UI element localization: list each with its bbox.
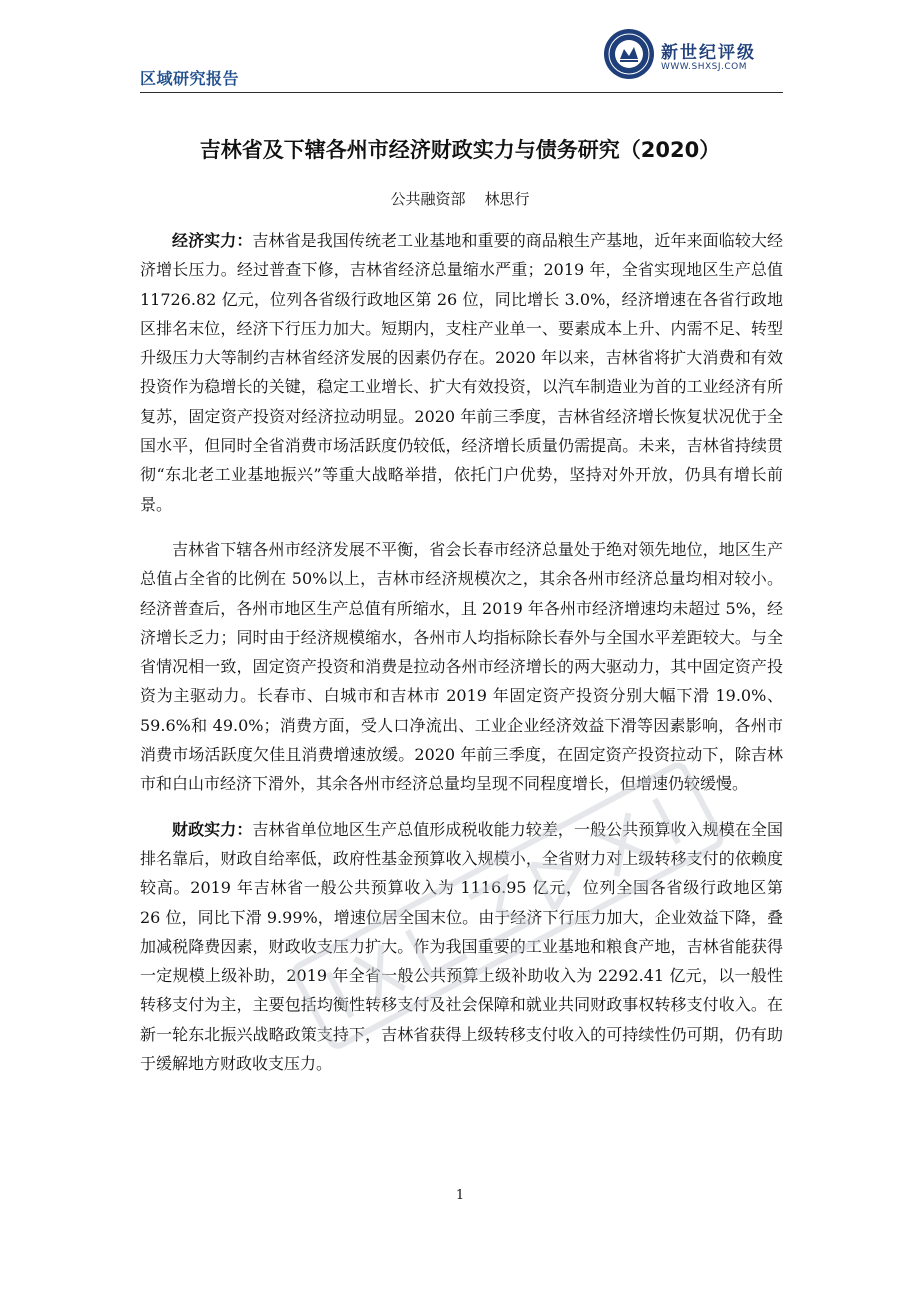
- paragraph-prefecture-economy: [140, 535, 783, 799]
- byline: [0, 188, 920, 209]
- byline-author: 林思行: [484, 190, 530, 208]
- paragraph-economic-strength: [140, 226, 783, 519]
- paragraph-text: 吉林省是我国传统老工业基地和重要的商品粮生产基地，近年来面临较大经济增长压力。经过普查下修，吉林省经济总量缩水严重；2019 年，全省实现地区生产总值 11726.82 亿元，位列各省级行政地区第 26 位，同比增长 3.0%，经济增速在各省行政地区排名末位，经济下行压力加大。短期内，支柱产业单一、要素成本上升、内需不足、转型升级压力大等制约吉林省经济发展的因素仍存在。2020 年以来，吉林省将扩大消费和有效投资作为稳增长的关键，稳定工业增长、扩大有效投资，以汽车制造业为首的工业经济有所复苏，固定资产投资对经济拉动明显。2020 年前三季度，吉林省经济增长恢复状况优于全国水平，但同时全省消费市场活跃度仍较低，经济增长质量仍需提高。未来，吉林省持续贯彻“东北老工业基地振兴”等重大战略举措，依托门户优势，坚持对外开放，仍具有增长前景。: [140, 231, 783, 514]
- logo-name: 新世纪评级: [661, 43, 756, 63]
- company-logo: [603, 28, 783, 84]
- paragraph-lead: 财政实力：: [172, 819, 253, 839]
- page-header: [140, 28, 783, 92]
- logo-url: WWW.SHXSJ.COM: [661, 62, 748, 72]
- byline-department: 公共融资部: [390, 190, 466, 208]
- paragraph-text: 吉林省单位地区生产总值形成税收能力较差，一般公共预算收入规模在全国排名靠后，财政自给率低，政府性基金预算收入规模小，全省财力对上级转移支付的依赖度较高。2019 年吉林省一般公共预算收入为 1116.95 亿元，位列全国各省级行政地区第 26 位，同比下滑 9.99%，增速位居全国末位。由于经济下行压力加大，企业效益下降，叠加减税降费因素，财政收支压力扩大。作为我国重要的工业基地和粮食产地，吉林省能获得一定规模上级补助，2019 年全省一般公共预算上级补助收入为 2292.41 亿元，以一般性转移支付为主，主要包括均衡性转移支付及社会保障和就业共同财政事权转移支付收入。在新一轮东北振兴战略政策支持下，吉林省获得上级转移支付收入的可持续性仍可期，仍有助于缓解地方财政收支压力。: [140, 819, 783, 1074]
- paragraph-lead: 经济实力：: [172, 231, 253, 250]
- logo-seal-icon: [603, 28, 655, 80]
- paragraph-text: 吉林省下辖各州市经济发展不平衡，省会长春市经济总量处于绝对领先地位，地区生产总值占全省的比例在 50%以上，吉林市经济规模次之，其余各州市经济总量均相对较小。经济普查后，各州市地区生产总值有所缩水，且 2019 年各州市经济增速均未超过 5%，经济增长乏力；同时由于经济规模缩水，各州市人均指标除长春外与全国水平差距较大。与全省情况相一致，固定资产投资和消费是拉动各州市经济增长的两大驱动力，其中固定资产投资为主驱动力。长春市、白城市和吉林市 2019 年固定资产投资分别大幅下滑 19.0%、59.6%和 49.0%；消费方面，受人口净流出、工业企业经济效益下滑等因素影响，各州市消费市场活跃度欠佳且消费增速放缓。2020 年前三季度，在固定资产投资拉动下，除吉林市和白山市经济下滑外，其余各州市经济总量均呈现不同程度增长，但增速仍较缓慢。: [140, 539, 783, 794]
- document-title: 吉林省及下辖各州市经济财政实力与债务研究（2020）: [199, 138, 721, 162]
- header-rule: [140, 92, 783, 93]
- paragraph-fiscal-strength: [140, 815, 783, 1079]
- body-text: [140, 226, 783, 1094]
- report-section-label: 区域研究报告: [140, 69, 240, 88]
- page-number: 1: [455, 1188, 465, 1203]
